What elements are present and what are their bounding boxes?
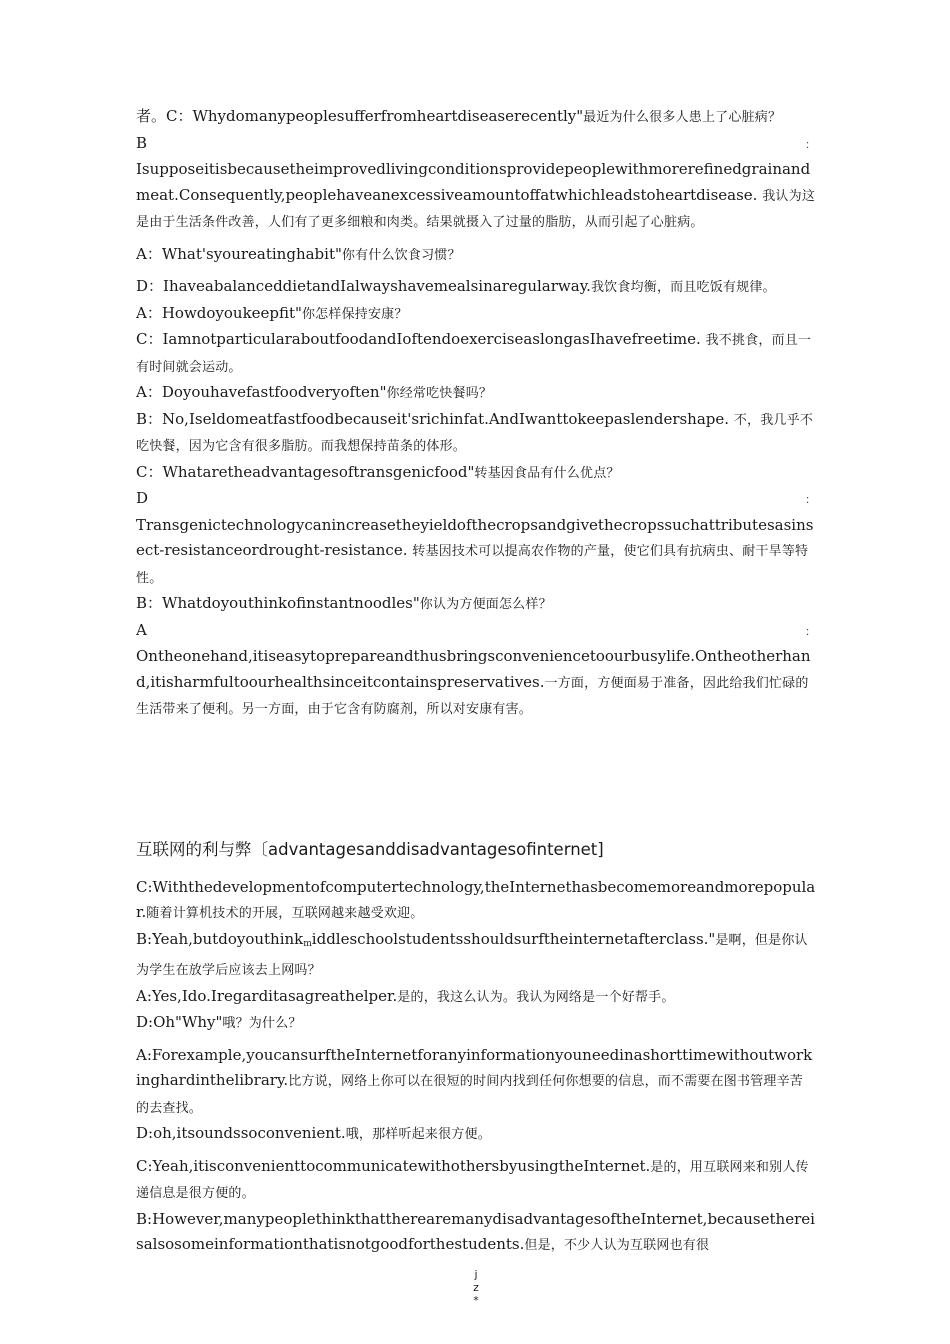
- dialogue-line: [136, 327, 816, 380]
- line-chinese: 一方面，方便面易于准备，因此给我们忙碌的生活带来了便利。另一方面，由于它含有防腐剂，所以对安康有害。: [136, 675, 809, 717]
- line-chinese: 最近为什么很多人患上了心脏病？: [583, 110, 782, 125]
- line-english: Ontheonehand,itiseasytoprepareandthusbringsconveniencetoourbusylife.Ontheotherhand,itisharmfultoourhealthsinceitcontainspreservatives.: [136, 647, 811, 691]
- line-chinese: 我饮食均衡，而且吃饭有规律。: [590, 280, 776, 295]
- line-chinese: 你怎样保持安康？: [301, 306, 408, 322]
- speaker-label: A: [136, 620, 147, 639]
- line-english: A：Doyouhavefastfoodveryoften": [136, 383, 387, 401]
- line-english: C:Yeah,itisconvenienttocommunicatewithothersbyusingtheInternet.: [136, 1156, 651, 1175]
- line-chinese: 转基因食品有什么优点？: [474, 465, 620, 481]
- line-english: Isupposeitisbecausetheimprovedlivingconditionsprovidepeoplewithmorerefinedgrainandmeat.Consequently,peoplehaveanexcessiveamountoffatwhichleadstoheartdisease.: [136, 160, 811, 204]
- dialogue-line: [136, 1207, 816, 1259]
- dialogue-line: [136, 274, 816, 301]
- line-english: B：Whatdoyouthinkofinstantnoodles": [136, 594, 420, 612]
- line-english: Transgenictechnologycanincreasetheyieldofthecropsandgivethecropssuchattributesasinsect-resistanceordrought-resistance.: [136, 515, 814, 559]
- speaker-line: [136, 618, 816, 645]
- line-chinese: 你有什么饮食习惯？: [341, 247, 461, 263]
- footer-char: j: [474, 1268, 478, 1281]
- speaker-label: D: [136, 489, 149, 507]
- dialogue-line: [136, 1121, 816, 1148]
- dialogue-line: [136, 513, 816, 592]
- line-english: B:However,manypeoplethinkthattherearemanydisadvantagesoftheInternet,becausethereisalsosomeinformationthatisnotgoodforthestudents.: [136, 1209, 815, 1253]
- line-chinese: 你认为方便面怎么样？: [419, 597, 552, 612]
- page-footer-mark: [470, 1268, 482, 1307]
- line-chinese: 哦？为什么？: [222, 1016, 302, 1031]
- line-english: D:oh,itsoundssoconvenient.: [136, 1124, 346, 1142]
- dialogue-line: [136, 380, 816, 407]
- line-chinese: 哦，那样听起来很方便。: [345, 1127, 491, 1142]
- dialogue-line: [136, 407, 816, 460]
- line-chinese: 你经常吃快餐吗？: [386, 386, 493, 401]
- line-english: C：IamnotparticularaboutfoodandIoftendoexerciseaslongasIhavefreetime.: [136, 330, 701, 348]
- dialogue-line: [136, 1154, 816, 1207]
- line-english: A:Forexample,youcansurftheInternetforanyinformationyouneedinashorttimewithoutworkinghardinthelibrary.: [136, 1045, 813, 1089]
- line-chinese: 是的，我这么认为。我认为网络是一个好帮手。: [397, 989, 675, 1005]
- line-chinese: 是的，用互联网来和别人传递信息是很方便的。: [136, 1159, 809, 1201]
- line-english: C：Whataretheadvantagesoftransgenicfood": [136, 462, 475, 481]
- dialogue-line: [136, 644, 816, 723]
- line-english: C:Withthedevelopmentofcomputertechnology,theInternethasbecomemoreandmorepopular.: [136, 877, 816, 921]
- dialogue-line: [136, 104, 816, 131]
- speaker-line: [136, 486, 816, 513]
- speaker-colon: ：: [805, 137, 816, 151]
- line-chinese: 转基因技术可以提高农作物的产量，使它们具有抗病虫、耐干旱等特性。: [136, 544, 809, 586]
- heading-chinese: 互联网的利与弊〔: [136, 839, 268, 859]
- line-english: B:Yeah,butdoyouthink: [136, 929, 304, 948]
- document-body: [136, 104, 816, 1259]
- line-chinese: 我不挑食，而且一有时间就会运动。: [136, 333, 812, 375]
- speaker-label: B: [136, 133, 148, 152]
- dialogue-line: [136, 460, 816, 487]
- dialogue-line: [136, 1010, 816, 1037]
- dialogue-line: [136, 927, 816, 984]
- line-english: B：No,Iseldomeatfastfoodbecauseit'srichinfat.AndIwanttokeepaslendershape.: [136, 409, 730, 428]
- line-english: iddleschoolstudentsshouldsurftheinternetafterclass.": [311, 929, 716, 948]
- line-chinese: 但是，不少人认为互联网也有很: [524, 1238, 710, 1253]
- dialogue-line: [136, 875, 816, 927]
- section-heading: [136, 837, 816, 863]
- line-english: A：What'syoureatinghabit": [136, 244, 342, 263]
- line-english: D:Oh"Why": [136, 1013, 223, 1031]
- footer-char: z: [473, 1281, 479, 1294]
- line-english: D：IhaveabalanceddietandIalwayshavemealsinaregularway.: [136, 277, 591, 295]
- line-chinese: 比方说，网络上你可以在很短的时间内找到任何你想要的信息，而不需要在图书管理辛苦的去查找。: [136, 1074, 804, 1116]
- dialogue-line: [136, 591, 816, 618]
- line-english: 者。C：Whydomanypeoplesufferfromheartdiseaserecently": [136, 107, 584, 125]
- dialogue-line: [136, 157, 816, 236]
- line-english: A:Yes,Ido.Iregarditasagreathelper.: [136, 986, 398, 1005]
- speaker-line: [136, 131, 816, 158]
- footer-char: *: [473, 1294, 479, 1307]
- line-chinese: 我认为这是由于生活条件改善，人们有了更多细粮和肉类。结果就摄入了过量的脂肪，从而引起了心脏病。: [136, 188, 816, 230]
- dialogue-line: [136, 242, 816, 269]
- heading-english: advantagesanddisadvantagesofinternet]: [268, 839, 604, 859]
- line-chinese: 是啊，但是你认为学生在放学后应该去上网吗？: [136, 932, 808, 978]
- line-english: A：Howdoyoukeepfit": [136, 303, 302, 322]
- line-chinese: 不，我几乎不吃快餐，因为它含有很多脂肪。而我想保持苗条的体形。: [136, 412, 814, 454]
- dialogue-line: [136, 301, 816, 328]
- dialogue-line: [136, 1043, 816, 1122]
- speaker-colon: ：: [805, 493, 816, 506]
- dialogue-line: [136, 984, 816, 1011]
- speaker-colon: ：: [805, 624, 816, 638]
- line-chinese: 随着计算机技术的开展，互联网越来越受欢迎。: [146, 906, 424, 921]
- subscript-letter: m: [303, 938, 312, 949]
